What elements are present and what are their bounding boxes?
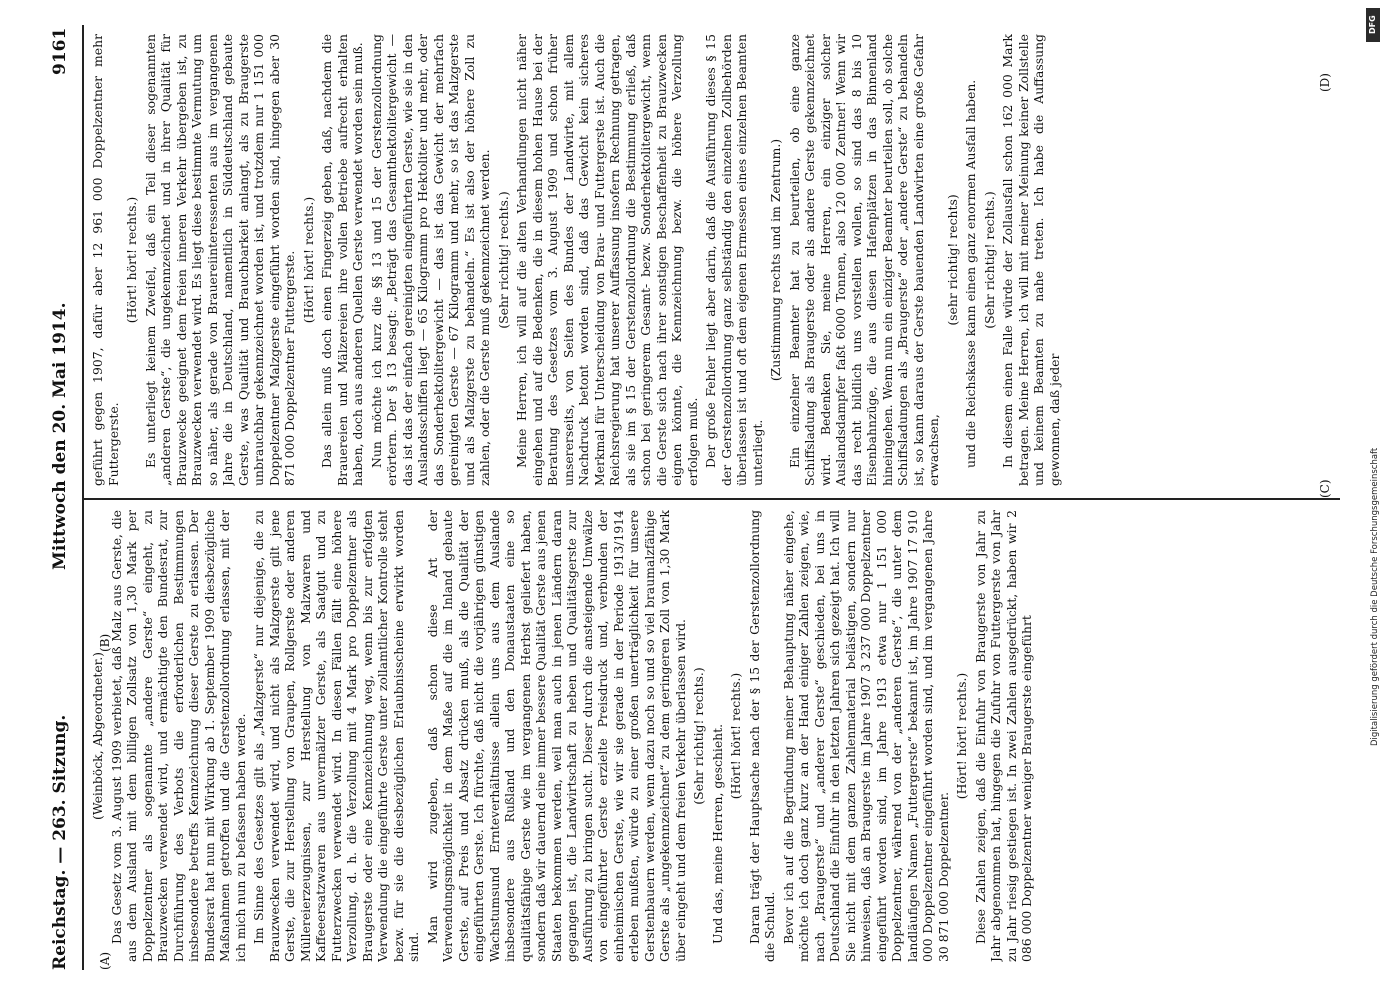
header-date: Mittwoch den 20. Mai 1914. <box>50 302 70 570</box>
paragraph: In diesem einen Falle würde der Zollausfall schon 162 000 Mark betragen. Meine Herren, ich will mit meiner Meinung keiner Zollstelle und keinem Beamten zu nahe treten. Ich habe die Auffassung gewonnen, daß jeder <box>1000 34 1062 486</box>
digitization-credit: Digitalisierung gefördert durch die Deutsche Forschungsgemeinschaft <box>1370 447 1380 746</box>
paragraph: Daran trägt der Hauptsache nach der § 15 der Gerstenzollordnung die Schuld. <box>746 510 777 962</box>
column-rule <box>84 498 1340 500</box>
right-column <box>90 34 1330 486</box>
paragraph: (Zustimmung rechts und im Zentrum.) <box>768 138 783 382</box>
page-number: 9161 <box>50 27 70 75</box>
paragraph: Es unterliegt keinem Zweifel, daß ein Teil dieser sogenannten „anderen Gerste“, die ungekennzeichnet und in ihrer Qualität für Brauzwecke geeignet dem freien inneren Verkehr übergeben ist, zu Brauzwecken verwendet wird. Es liegt diese bestimmte Vermutung um so näher, als gerade von Brauereiinteressenten aus im vergangenen Jahre die in Deutschland, namentlich in Süddeutschland gebaute Gerste, was Qualität und Brauchbarkeit anlangt, als zu Braugerste unbrauchbar gekennzeichnet worden ist, und trotzdem nur 1 151 000 Doppelzentner Malzgerste eingeführt worden sind, hingegen aber 30 871 000 Doppelzentner Futtergerste. <box>142 34 297 486</box>
paragraph: (Hört! hört! rechts.) <box>124 196 139 324</box>
paragraph: (Weinböck, Abgeordneter.) <box>90 652 105 820</box>
dfg-logo: DFG <box>1366 8 1380 42</box>
paragraph: Diese Zahlen zeigen, daß die Einfuhr von Braugerste von Jahr zu Jahr abgenommen hat, hingegen die Zufuhr von Futtergerste von Jahr zu Jahr riesig gestiegen ist. In zwei Zahlen ausgedrückt, haben wir 2 086 000 Doppelzentner weniger Braugerste eingeführt <box>972 510 1034 962</box>
header-left: Reichstag. — 263. Sitzung. <box>50 714 70 970</box>
paragraph: (Sehr richtig! rechts.) <box>981 191 997 329</box>
paragraph: Nun möchte ich kurz die §§ 13 und 15 der Gerstenzollordnung erörtern. Der § 13 besagt: „Beträgt das Gesamthektolitergewicht — das ist das der einfach gereinigten eingeführten Gerste, wie sie in den Auslandsschiffen liegt — 65 Kilogramm pro Hektoliter und mehr, oder das Sonderhektolitergewicht — das ist das Gewicht der mehrfach gereinigten Gerste — 67 Kilogramm und mehr, so ist das Malzgerste und als Malzgerste zu behandeln.“ Es ist also der höhere Zoll zu zahlen, oder die Gerste muß gekennzeichnet werden. <box>368 34 492 486</box>
left-column <box>90 510 1330 962</box>
paragraph: Der große Fehler liegt aber darin, daß die Ausführung dieses § 15 der Gerstenzollordnung ganz selbständig den einzelnen Zollbehörden überlassen ist und oft dem eigenen Ermessen eines einzelnen Beamten unterliegt. <box>703 34 765 486</box>
paragraph: (Sehr richtig! rechts.) <box>495 191 511 329</box>
paragraph: Ein einzelner Beamter hat zu beurteilen, ob eine ganze Schiffsladung als Braugerste oder als andere Gerste gekennzeichnet wird. Bedenken Sie, meine Herren, ein einziger solcher Auslandsdampfer faßt 6000 Tonnen, also 120 000 Zentner! Wenn wir das recht bildlich uns vorstellen wollen, so sind das 8 bis 10 Eisenbahnzüge, die aus diesen Hafenplätzen in das Binnenland hineingehen. Wenn nun ein einziger Beamter beurteilen soll, ob solche Schiffsladungen als „Braugerste“ oder „andere Gerste“ zu behandeln ist, so kann daraus der Gerste bauenden Landwirten eine große Gefahr erwachsen, <box>786 34 941 486</box>
paragraph: (Hört! hört! rechts.) <box>300 196 316 324</box>
page-header <box>40 25 80 970</box>
margin-mark-b: (B) <box>98 633 112 652</box>
paragraph: Das allein muß doch einen Fingerzeig geben, daß, nachdem die Brauereien und Mälzereien ihre vollen Betriebe aufrecht erhalten haben, doch aus anderen Quellen Gerste verwendet worden sein muß. <box>319 34 365 486</box>
paragraph: Das Gesetz vom 3. August 1909 verbietet, daß Malz aus Gerste, die aus dem Ausland mit dem billigen Zollsatz von 1,30 Mark per Doppelzentner als sogenannte „andere Gerste“ eingeht, zu Brauzwecken verwendet wird, und ermächtigte den Bundesrat, zur Durchführung des Verbots die erforderlichen Bestimmungen insbesondere betreffs Kennzeichnung dieser Gerste zu erlassen. Der Bundesrat hat nun mit Wirkung ab 1. September 1909 diesbezügliche Maßnahmen getroffen und die Gerstenzollordnung erlassen, mit der ich mich nun zu befassen haben werde. <box>108 510 248 962</box>
paragraph: Im Sinne des Gesetzes gilt als „Malzgerste“ nur diejenige, die zu Brauzwecken verwendet wird, und nicht als Malzgerste gilt jene Gerste, die zur Herstellung von Graupen, Rollgerste oder anderen Müllereierzeugnissen, zur Herstellung von Malzwaren und Kaffeeersatzwaren aus unvermälzter Gerste, als Saatgut und zu Futterzwecken verwendet wird. In diesen Fällen fällt eine höhere Verzollung, d. h. die Verzollung mit 4 Mark pro Doppelzentner als Braugerste oder eine Kennzeichnung weg, wenn bis zur erfolgten Verwendung die eingeführte Gerste unter zollamtlicher Kontrolle steht bezw. für sie die diesbezüglichen Erlaubnisscheine erwirkt worden sind. <box>251 510 421 962</box>
paragraph: Man wird zugeben, daß schon diese Art der Verwendungsmöglichkeit in dem Maße auf die im Inland gebaute Gerste, auf Preis und Absatz drücken muß, als die Qualität der eingeführten Gerste. Ich fürchte, daß nicht die vorjährigen günstigen Wachstumsund Ernteverhältnisse allein uns aus dem Auslande insbesondere aus Rußland und den Donaustaaten eine so qualitätsfähige Gerste wie im vergangenen Herbst geliefert haben, sondern daß wir dauernd eine immer bessere Qualität Gerste aus jenen Staaten bekommen werden, weil man auch in jenen Ländern daran gegangen ist, die Landwirtschaft zu heben und Qualitätsgerste zur Ausführung zu bringen sucht. Dieser durch die ansteigende Umwälze von eingeführter Gerste erzielte Preisdruck und, verbunden der einheimischen Gerste, wie wir sie gerade in der Periode 1913/1914 erleben mußten, würde zu einer großen unerträglichkeit für unsere Gerstenbauern werden, wenn dazu noch so und so viel braumalzfähige Gerste als „ungekennzeichnet“ zu dem geringeren Zoll von 1,30 Mark über eingeht und dem freien Verkehr überlassen wird. <box>424 510 688 962</box>
paragraph: (Hört! hört! rechts.) <box>728 672 743 800</box>
paragraph: (Hört! hört! rechts.) <box>954 672 969 800</box>
paragraph: (Sehr richtig! rechts.) <box>691 667 706 805</box>
paragraph: Meine Herren, ich will auf die alten Verhandlungen nicht näher eingehen und auf die Bedenken, die in diesem hohen Hause bei der Beratung des Gesetzes vom 3. August 1909 und schon früher unsererseits, von Seiten des Bundes der Landwirte, mit allem Nachdruck betont worden sind, daß das Gewicht kein sicheres Merkmal für Unterscheidung von Brau- und Futtergerste ist. Auch die Reichsregierung hat unserer Auffassung insofern Rechnung getragen, als sie im § 15 der Gerstenzollordnung die Bestimmung erließ, daß schon bei geringerem Gesamt- bezw. Sonderhektolitergewicht, wenn die Gerste sich nach ihrer sonstigen Beschaffenheit zu Brauzwecken eignen könnte, die Kennzeichnung bezw. die höhere Verzollung erfolgen muß. <box>514 34 700 486</box>
margin-mark-a: (A) <box>98 951 112 970</box>
rotated-sheet <box>40 25 1340 970</box>
paragraph: Bevor ich auf die Begründung meiner Behauptung näher eingehe, möchte ich doch ganz kurz an der Hand einiger Zahlen zeigen, wie, nach „Braugerste“ und „anderer Gerste“ geschieden, bei uns in Deutschland die Einfuhr in den letzten Jahren sich gezeigt hat. Ich will Sie nicht mit dem ganzen Zahlenmaterial belästigen, sondern nur hinweisen, daß an Braugerste im Jahre 1907 3 237 000 Doppelzentner eingeführt worden sind, im Jahre 1913 etwa nur 1 151 000 Doppelzentner, während von der „anderen Gerste“, die unter dem landläufigen Namen „Futtergerste“ bekannt ist, im Jahre 1907 17 910 000 Doppelzentner eingeführt worden sind, und im vergangenen Jahre 30 871 000 Doppelzentner. <box>780 510 951 962</box>
paragraph: (sehr richtig! rechts) <box>944 194 960 326</box>
margin-mark-c: (C) <box>1318 479 1332 498</box>
margin-mark-d: (D) <box>1318 73 1332 92</box>
paragraph: und die Reichskasse kann einen ganz enormen Ausfall haben. <box>963 79 978 468</box>
paragraph: Und das, meine Herren, geschieht. <box>709 723 725 944</box>
paragraph: geführt gegen 1907, dafür aber 12 961 000 Doppelzentner mehr Futtergerste. <box>90 34 121 486</box>
